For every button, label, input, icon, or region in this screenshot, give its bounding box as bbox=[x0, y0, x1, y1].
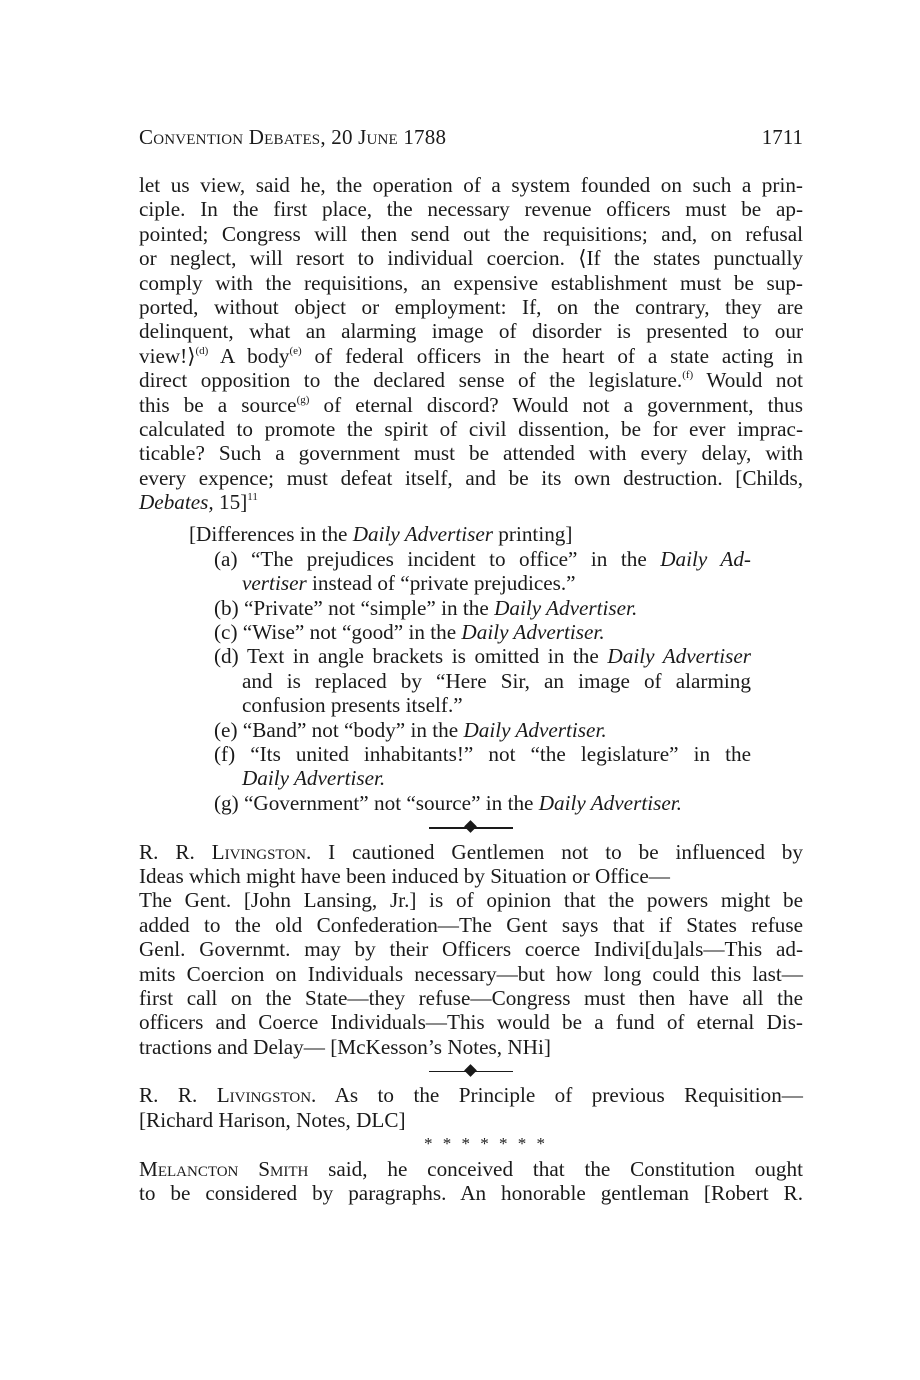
text-fragment: Would not bbox=[693, 368, 803, 393]
text-line: The Gent. [John Lansing, Jr.] is of opinion that the powers might be bbox=[139, 888, 803, 913]
text-fragment: printing] bbox=[493, 522, 573, 547]
text-fragment: [Differences in the bbox=[189, 522, 353, 547]
note-marker-g: (g) bbox=[296, 393, 310, 406]
body-text bbox=[139, 173, 803, 1205]
italic-title: Daily Advertiser. bbox=[461, 620, 605, 645]
difference-item-g bbox=[139, 791, 803, 815]
text-line: tractions and Delay— [McKesson’s Notes, NHi] bbox=[139, 1034, 551, 1059]
difference-item-d bbox=[139, 644, 751, 668]
text-line: delinquent, what an alarming image of disorder is presented to our bbox=[139, 319, 803, 344]
text-line: pointed; Congress will then send out the requisitions; and, on refusal bbox=[139, 221, 803, 246]
text-line bbox=[139, 393, 803, 417]
text-fragment: and is replaced by “Here Sir, an image of alarming bbox=[242, 668, 751, 693]
text-fragment: 15] bbox=[213, 490, 248, 515]
text-fragment: As to the Principle of previous Requisition— bbox=[316, 1083, 803, 1108]
italic-title: Daily Advertiser bbox=[352, 522, 493, 547]
italic-title: Daily Advertiser bbox=[607, 644, 751, 669]
italic-title: Daily Advertiser. bbox=[538, 790, 682, 815]
difference-item-f-cont bbox=[139, 766, 803, 790]
running-head-title: Convention Debates, 20 June 1788 bbox=[139, 125, 447, 149]
text-line: officers and Coerce Individuals—This would be a fund of eternal Dis- bbox=[139, 1010, 803, 1035]
difference-item-a-cont bbox=[139, 571, 803, 595]
text-fragment: this be a source bbox=[139, 392, 297, 417]
text-line: every expence; must defeat itself, and be its own destruction. [Childs, bbox=[139, 465, 803, 490]
note-marker-f: (f) bbox=[682, 369, 694, 382]
page-number: 1711 bbox=[761, 125, 803, 149]
differences-heading bbox=[139, 522, 803, 546]
paragraph-livingston-mckesson bbox=[139, 840, 803, 1060]
text-line: [Richard Harison, Notes, DLC] bbox=[139, 1107, 406, 1132]
diamond-icon bbox=[464, 1064, 477, 1077]
text-fragment: (d) Text in angle brackets is omitted in the bbox=[214, 644, 608, 669]
text-line: comply with the requisitions, an expensive establishment must be sup- bbox=[139, 270, 803, 295]
text-fragment: (e) “Band” not “body” in the bbox=[214, 717, 464, 742]
text-fragment: (c) “Wise” not “good” in the bbox=[214, 620, 462, 645]
text-line: calculated to promote the spirit of civil dissention, be for ever imprac- bbox=[139, 416, 803, 441]
difference-item-c bbox=[139, 620, 803, 644]
difference-item-e bbox=[139, 718, 803, 742]
section-ornament bbox=[139, 815, 803, 839]
text-fragment: confusion presents itself.” bbox=[242, 693, 463, 718]
italic-title: Daily Advertiser. bbox=[463, 717, 607, 742]
text-line: first call on the State—they refuse—Congress must then have all the bbox=[139, 985, 803, 1010]
text-line: to be considered by paragraphs. An honorable gentleman [Robert R. bbox=[139, 1181, 803, 1206]
asterisk-separator: * * * * * * * bbox=[424, 1134, 548, 1154]
difference-item-b bbox=[139, 596, 803, 620]
difference-item-d-cont bbox=[139, 693, 803, 717]
text-line bbox=[139, 1157, 803, 1181]
differences-list bbox=[139, 522, 803, 815]
paragraph-smith bbox=[139, 1157, 803, 1206]
speaker-name: Melancton Smith bbox=[139, 1156, 309, 1181]
text-fragment: A body bbox=[208, 343, 290, 368]
text-fragment: (f) “Its united inhabitants!” not “the legislature” in the bbox=[214, 741, 751, 766]
text-line: or neglect, will resort to individual coercion. ⟨If the states punctually bbox=[139, 246, 803, 271]
difference-item-d-cont bbox=[139, 669, 751, 693]
text-line bbox=[139, 368, 803, 392]
italic-title: vertiser bbox=[242, 571, 307, 596]
text-fragment: of federal officers in the heart of a state acting in bbox=[301, 343, 803, 368]
section-ornament bbox=[139, 1059, 803, 1083]
text-fragment: I cautioned Gentlemen not to be influenced by bbox=[311, 839, 803, 864]
text-fragment: (g) “Government” not “source” in the bbox=[214, 790, 539, 815]
spacer bbox=[139, 514, 803, 522]
note-marker-d: (d) bbox=[195, 344, 209, 357]
text-line bbox=[139, 1083, 803, 1107]
italic-title: Daily Ad- bbox=[660, 546, 751, 571]
text-line: Genl. Governmt. may by their Officers coerce Indivi[du]als—This ad- bbox=[139, 937, 803, 962]
italic-title: Daily Advertiser. bbox=[494, 595, 638, 620]
text-fragment: direct opposition to the declared sense of the legislature. bbox=[139, 368, 683, 393]
diamond-icon bbox=[464, 820, 477, 833]
note-marker-e: (e) bbox=[289, 344, 302, 357]
paragraph-hamilton-speech bbox=[139, 173, 803, 514]
running-head bbox=[139, 122, 803, 152]
text-line: added to the old Confederation—The Gent says that if States refuse bbox=[139, 912, 803, 937]
text-line: ported, without object or employment: If, on the contrary, they are bbox=[139, 294, 803, 319]
text-fragment: (b) “Private” not “simple” in the bbox=[214, 595, 495, 620]
text-line bbox=[139, 840, 803, 864]
speaker-name: R. R. Livingston. bbox=[139, 839, 312, 864]
text-fragment: said, he conceived that the Constitution ought bbox=[308, 1156, 803, 1181]
speaker-name: R. R. Livingston. bbox=[139, 1083, 317, 1108]
source-title: Debates, bbox=[139, 490, 214, 515]
text-fragment: view!⟩ bbox=[139, 343, 196, 368]
text-line: mits Coercion on Individuals necessary—but how long could this last— bbox=[139, 961, 803, 986]
text-line: Ideas which might have been induced by Situation or Office— bbox=[139, 863, 670, 888]
text-fragment: instead of “private prejudices.” bbox=[306, 571, 576, 596]
footnote-marker: 11 bbox=[247, 491, 258, 504]
italic-title: Daily Advertiser. bbox=[242, 766, 386, 791]
text-line: let us view, said he, the operation of a system founded on such a prin- bbox=[139, 173, 803, 197]
text-line: ticable? Such a government must be attended with every delay, with bbox=[139, 441, 803, 466]
text-line bbox=[139, 490, 803, 514]
text-fragment: (a) “The prejudices incident to office” in the bbox=[214, 546, 661, 571]
text-line bbox=[139, 344, 803, 368]
text-line: ciple. In the first place, the necessary revenue officers must be ap- bbox=[139, 197, 803, 222]
text-fragment: of eternal discord? Would not a government, thus bbox=[309, 392, 803, 417]
difference-item-a bbox=[139, 547, 751, 571]
difference-item-f bbox=[139, 742, 751, 766]
paragraph-livingston-harison bbox=[139, 1083, 803, 1132]
